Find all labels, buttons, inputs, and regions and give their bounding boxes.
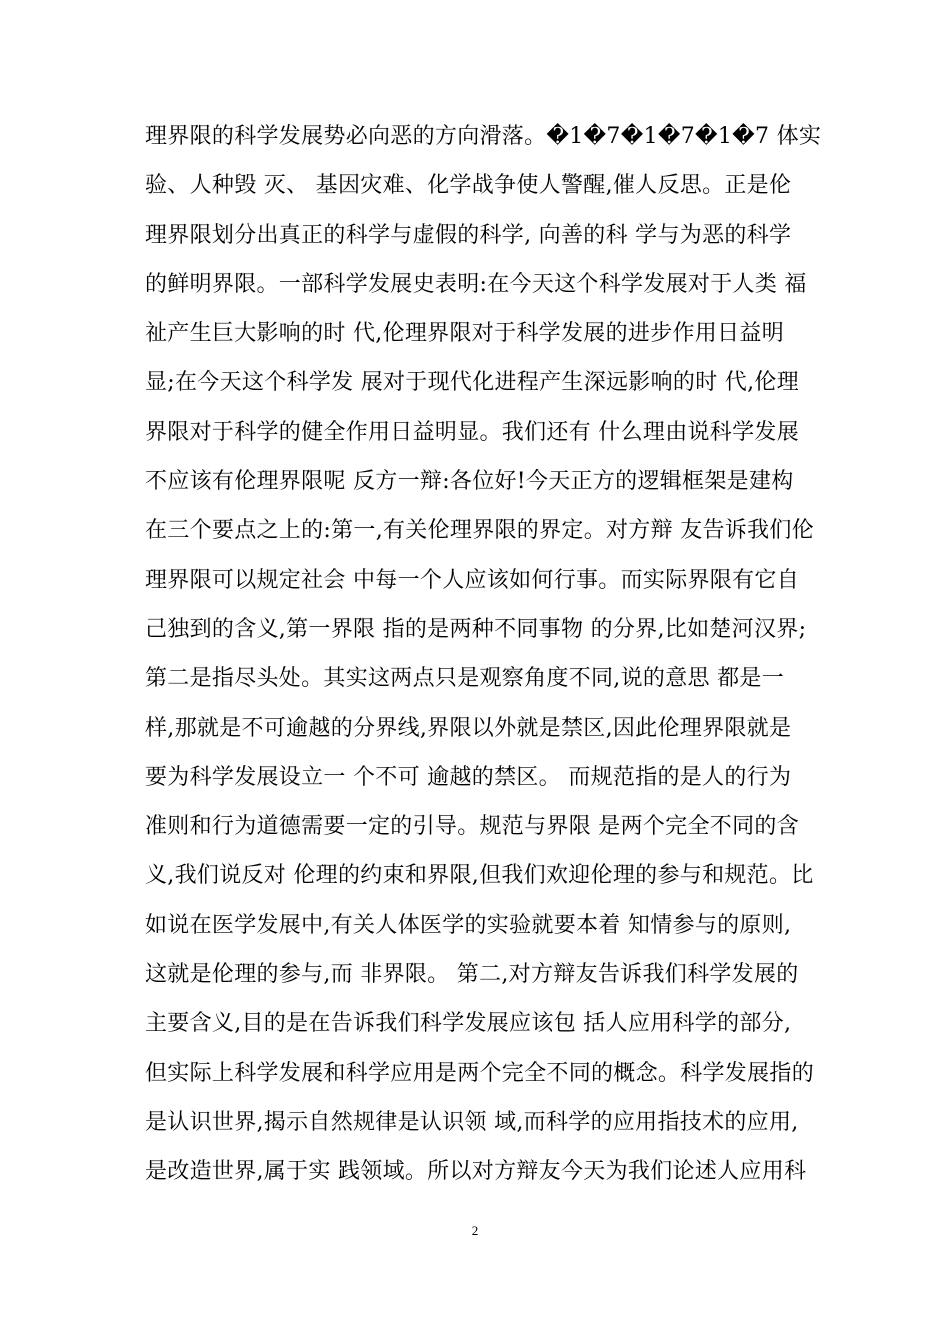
text-line: 准则和行为道德需要一定的引导。规范与界限 是两个完全不同的含 — [145, 814, 799, 840]
text-line: 样,那就是不可逾越的分界线,界限以外就是禁区,因此伦理界限就是 — [145, 715, 792, 741]
text-line: 但实际上科学发展和科学应用是两个完全不同的概念。科学发展指的 — [145, 1060, 815, 1086]
text-line: 在三个要点之上的:第一,有关伦理界限的界定。对方辩 友告诉我们伦 — [145, 518, 815, 544]
text-line: 界限对于科学的健全作用日益明显。我们还有 什么理由说科学发展 — [145, 419, 799, 445]
text-line: 这就是伦理的参与,而 非界限。 第二,对方辩友告诉我们科学发展的 — [145, 962, 799, 988]
text-line: 主要含义,目的是在告诉我们科学发展应该包 括人应用科学的部分, — [145, 1011, 792, 1037]
text-line: 不应该有伦理界限呢 反方一辩:各位好!今天正方的逻辑框架是建构 — [145, 469, 794, 495]
text-line: 如说在医学发展中,有关人体医学的实验就要本着 知情参与的原则, — [145, 912, 792, 938]
text-line: 己独到的含义,第一界限 指的是两种不同事物 的分界,比如楚河汉界; — [145, 616, 807, 642]
text-line: 理界限的科学发展势必向恶的方向滑落。�1�7�1�7�1�7 体实 — [145, 124, 822, 149]
text-line: 理界限划分出真正的科学与虚假的科学, 向善的科 学与为恶的科学 — [145, 222, 792, 248]
text-line: 祉产生巨大影响的时 代,伦理界限对于科学发展的进步作用日益明 — [145, 321, 784, 347]
text-line: 验、人种毁 灭、 基因灾难、化学战争使人警醒,催人反思。正是伦 — [145, 173, 792, 199]
body-text — [145, 112, 825, 1197]
text-line: 要为科学发展设立一 个不可 逾越的禁区。 而规范指的是人的行为 — [145, 764, 792, 790]
text-line: 的鲜明界限。一部科学发展史表明:在今天这个科学发展对于人类 福 — [145, 271, 807, 297]
text-line: 义,我们说反对 伦理的约束和界限,但我们欢迎伦理的参与和规范。比 — [145, 863, 814, 889]
text-line: 是认识世界,揭示自然规律是认识领 域,而科学的应用指技术的应用, — [145, 1109, 799, 1135]
text-line: 显;在今天这个科学发 展对于现代化进程产生深远影响的时 代,伦理 — [145, 370, 799, 396]
text-line: 是改造世界,属于实 践领域。所以对方辩友今天为我们论述人应用科 — [145, 1159, 807, 1185]
text-line: 第二是指尽头处。其实这两点只是观察角度不同,说的意思 都是一 — [145, 666, 784, 692]
page-number: 2 — [471, 1223, 479, 1238]
text-line: 理界限可以规定社会 中每一个人应该如何行事。而实际界限有它自 — [145, 567, 799, 593]
